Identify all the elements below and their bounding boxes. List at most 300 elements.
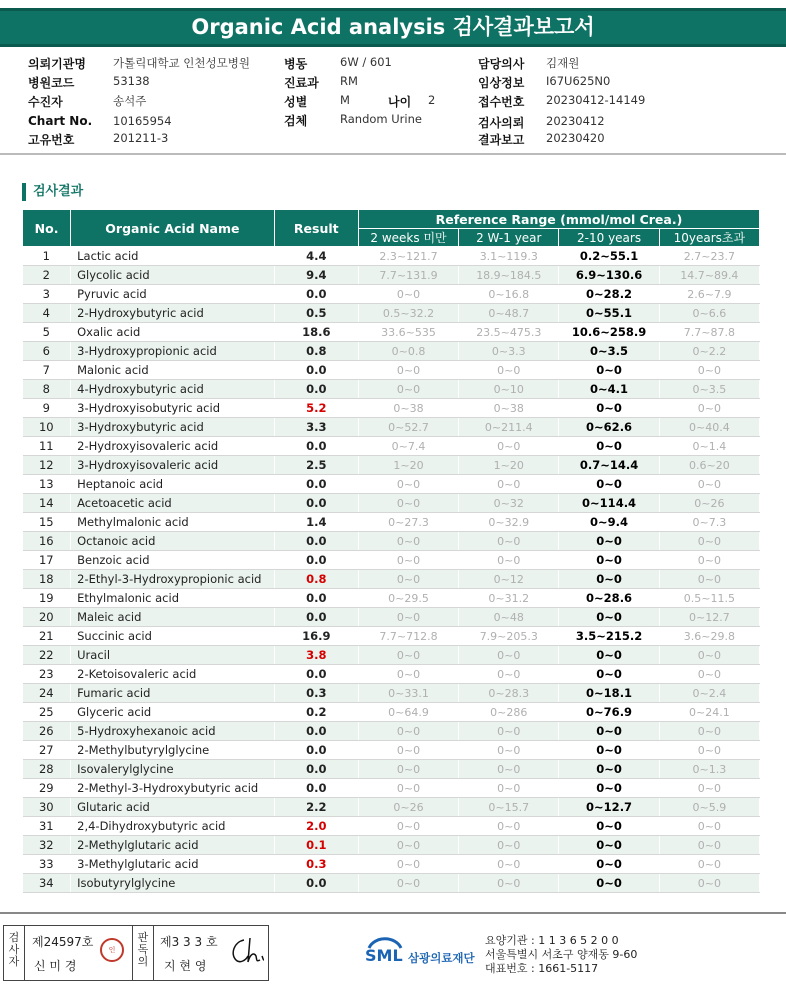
ref-range-over-10y: 0~0 <box>659 475 759 494</box>
table-row <box>23 285 760 304</box>
ref-range-2-10y: 0~4.1 <box>559 380 659 399</box>
result-value: 0.0 <box>274 608 358 627</box>
ref-range-under-2w: 0~33.1 <box>358 684 458 703</box>
ref-range-2-10y: 0~0 <box>559 817 659 836</box>
row-no: 6 <box>23 342 71 361</box>
row-no: 20 <box>23 608 71 627</box>
ref-range-2w-1y: 0~0 <box>459 741 559 760</box>
info-value: 김재원 <box>546 56 580 70</box>
table-row <box>23 665 760 684</box>
result-value: 0.3 <box>274 855 358 874</box>
info-label: 검사의뢰 <box>478 116 525 130</box>
table-row <box>23 304 760 323</box>
result-value: 0.0 <box>274 741 358 760</box>
row-no: 21 <box>23 627 71 646</box>
ref-range-over-10y: 0~3.5 <box>659 380 759 399</box>
ref-range-2-10y: 0.2~55.1 <box>559 247 659 266</box>
result-value: 0.0 <box>274 475 358 494</box>
table-row <box>23 684 760 703</box>
ref-range-2w-1y: 0~0 <box>459 551 559 570</box>
result-value: 2.2 <box>274 798 358 817</box>
logo-text: SML <box>365 946 403 965</box>
ref-range-under-2w: 0~0 <box>358 855 458 874</box>
row-no: 24 <box>23 684 71 703</box>
info-divider <box>0 153 786 155</box>
table-row <box>23 551 760 570</box>
acid-name: 2-Ketoisovaleric acid <box>71 665 275 684</box>
result-value: 0.2 <box>274 703 358 722</box>
ref-range-2w-1y: 0~38 <box>459 399 559 418</box>
info-value: 201211-3 <box>113 131 169 145</box>
table-row <box>23 817 760 836</box>
ref-range-under-2w: 0~27.3 <box>358 513 458 532</box>
ref-range-under-2w: 0~0 <box>358 380 458 399</box>
acid-name: 2-Hydroxybutyric acid <box>71 304 275 323</box>
vertical-label-text: 판독의 <box>137 931 149 968</box>
ref-range-over-10y: 0~0 <box>659 874 759 893</box>
row-no: 10 <box>23 418 71 437</box>
info-label: 담당의사 <box>478 57 525 71</box>
info-label: 진료과 <box>284 76 319 90</box>
ref-range-2w-1y: 7.9~205.3 <box>459 627 559 646</box>
table-row <box>23 532 760 551</box>
acid-name: Glutaric acid <box>71 798 275 817</box>
row-no: 5 <box>23 323 71 342</box>
info-value: 20230412-14149 <box>546 93 646 107</box>
acid-name: Octanoic acid <box>71 532 275 551</box>
ref-range-2-10y: 0~28.6 <box>559 589 659 608</box>
ref-range-over-10y: 0~0 <box>659 551 759 570</box>
result-value: 0.5 <box>274 304 358 323</box>
row-no: 27 <box>23 741 71 760</box>
ref-range-over-10y: 2.7~23.7 <box>659 247 759 266</box>
ref-range-under-2w: 0~0 <box>358 760 458 779</box>
result-value: 0.0 <box>274 760 358 779</box>
table-row <box>23 380 760 399</box>
table-row <box>23 418 760 437</box>
ref-range-2w-1y: 0~0 <box>459 532 559 551</box>
org-line: 대표번호 : 1661-5117 <box>485 962 599 975</box>
result-value: 0.0 <box>274 665 358 684</box>
acid-name: 2-Methylglutaric acid <box>71 836 275 855</box>
header-no: No. <box>23 210 71 247</box>
info-value: I67U625N0 <box>546 74 611 88</box>
ref-range-over-10y: 0~6.6 <box>659 304 759 323</box>
info-label: Chart No. <box>28 114 93 128</box>
ref-range-2-10y: 0~0 <box>559 836 659 855</box>
ref-range-over-10y: 0.6~20 <box>659 456 759 475</box>
row-no: 16 <box>23 532 71 551</box>
acid-name: 3-Methylglutaric acid <box>71 855 275 874</box>
ref-range-under-2w: 0~0 <box>358 646 458 665</box>
row-no: 25 <box>23 703 71 722</box>
acid-name: Isovalerylglycine <box>71 760 275 779</box>
row-no: 34 <box>23 874 71 893</box>
ref-range-2w-1y: 0~0 <box>459 874 559 893</box>
ref-range-2w-1y: 0~0 <box>459 779 559 798</box>
ref-range-over-10y: 0~0 <box>659 722 759 741</box>
acid-name: 2,4-Dihydroxybutyric acid <box>71 817 275 836</box>
row-no: 3 <box>23 285 71 304</box>
ref-range-2w-1y: 0~28.3 <box>459 684 559 703</box>
ref-range-2w-1y: 0~0 <box>459 722 559 741</box>
sign-divider <box>153 926 154 980</box>
result-value: 0.0 <box>274 361 358 380</box>
table-row <box>23 741 760 760</box>
table-row <box>23 494 760 513</box>
result-value: 2.0 <box>274 817 358 836</box>
acid-name: Uracil <box>71 646 275 665</box>
ref-range-under-2w: 7.7~712.8 <box>358 627 458 646</box>
row-no: 7 <box>23 361 71 380</box>
table-row <box>23 589 760 608</box>
row-no: 23 <box>23 665 71 684</box>
ref-range-2w-1y: 0~0 <box>459 646 559 665</box>
stamp-text: 인 <box>108 946 116 954</box>
ref-range-2-10y: 0.7~14.4 <box>559 456 659 475</box>
result-value: 9.4 <box>274 266 358 285</box>
ref-range-under-2w: 1~20 <box>358 456 458 475</box>
row-no: 17 <box>23 551 71 570</box>
ref-range-under-2w: 0~0.8 <box>358 342 458 361</box>
table-row <box>23 266 760 285</box>
sign-divider <box>24 926 25 980</box>
result-value: 0.0 <box>274 779 358 798</box>
ref-range-under-2w: 0~29.5 <box>358 589 458 608</box>
ref-range-under-2w: 0~0 <box>358 817 458 836</box>
ref-range-over-10y: 0~12.7 <box>659 608 759 627</box>
inspector-name: 신 미 경 <box>34 959 77 973</box>
row-no: 2 <box>23 266 71 285</box>
info-value: 20230412 <box>546 114 605 128</box>
ref-range-2w-1y: 0~0 <box>459 817 559 836</box>
acid-name: 2-Ethyl-3-Hydroxypropionic acid <box>71 570 275 589</box>
ref-range-2w-1y: 0~0 <box>459 855 559 874</box>
ref-range-over-10y: 0~2.4 <box>659 684 759 703</box>
info-label: 의뢰기관명 <box>28 57 86 71</box>
ref-range-2-10y: 0~0 <box>559 665 659 684</box>
row-no: 8 <box>23 380 71 399</box>
acid-name: 2-Methylbutyrylglycine <box>71 741 275 760</box>
ref-range-under-2w: 0~0 <box>358 836 458 855</box>
ref-range-2-10y: 6.9~130.6 <box>559 266 659 285</box>
acid-name: 2-Methyl-3-Hydroxybutyric acid <box>71 779 275 798</box>
result-value: 0.8 <box>274 570 358 589</box>
ref-range-under-2w: 0~0 <box>358 285 458 304</box>
acid-name: Succinic acid <box>71 627 275 646</box>
ref-range-over-10y: 14.7~89.4 <box>659 266 759 285</box>
acid-name: Fumaric acid <box>71 684 275 703</box>
header-name: Organic Acid Name <box>71 210 275 247</box>
header-range-4: 10years초과 <box>659 229 759 247</box>
header-reference: Reference Range (mmol/mol Crea.) <box>358 210 759 229</box>
ref-range-2w-1y: 3.1~119.3 <box>459 247 559 266</box>
ref-range-over-10y: 0~0 <box>659 361 759 380</box>
ref-range-2w-1y: 0~32 <box>459 494 559 513</box>
acid-name: Maleic acid <box>71 608 275 627</box>
ref-range-2w-1y: 0~0 <box>459 760 559 779</box>
table-row <box>23 722 760 741</box>
result-value: 5.2 <box>274 399 358 418</box>
ref-range-2-10y: 0~0 <box>559 722 659 741</box>
header-result: Result <box>274 210 358 247</box>
result-value: 0.8 <box>274 342 358 361</box>
ref-range-under-2w: 0~7.4 <box>358 437 458 456</box>
ref-range-under-2w: 33.6~535 <box>358 323 458 342</box>
row-no: 4 <box>23 304 71 323</box>
sign-divider <box>132 926 133 980</box>
ref-range-under-2w: 0~0 <box>358 665 458 684</box>
ref-range-under-2w: 0.5~32.2 <box>358 304 458 323</box>
info-label: 수진자 <box>28 95 63 109</box>
info-value: 10165954 <box>113 114 172 128</box>
ref-range-under-2w: 0~0 <box>358 741 458 760</box>
ref-range-over-10y: 0~0 <box>659 532 759 551</box>
table-row <box>23 627 760 646</box>
result-value: 1.4 <box>274 513 358 532</box>
ref-range-2w-1y: 0~48.7 <box>459 304 559 323</box>
ref-range-2-10y: 3.5~215.2 <box>559 627 659 646</box>
ref-range-over-10y: 0~0 <box>659 570 759 589</box>
table-row <box>23 323 760 342</box>
table-row <box>23 798 760 817</box>
ref-range-under-2w: 0~52.7 <box>358 418 458 437</box>
ref-range-under-2w: 0~0 <box>358 722 458 741</box>
row-no: 14 <box>23 494 71 513</box>
table-row <box>23 855 760 874</box>
acid-name: 3-Hydroxyisovaleric acid <box>71 456 275 475</box>
ref-range-under-2w: 0~0 <box>358 494 458 513</box>
result-value: 16.9 <box>274 627 358 646</box>
info-value: Random Urine <box>340 112 422 126</box>
ref-range-2w-1y: 18.9~184.5 <box>459 266 559 285</box>
acid-name: Lactic acid <box>71 247 275 266</box>
ref-range-under-2w: 0~0 <box>358 475 458 494</box>
info-label: 병원코드 <box>28 76 75 90</box>
ref-range-over-10y: 0~24.1 <box>659 703 759 722</box>
acid-name: Glyceric acid <box>71 703 275 722</box>
ref-range-2-10y: 0~0 <box>559 437 659 456</box>
ref-range-under-2w: 0~0 <box>358 532 458 551</box>
ref-range-2w-1y: 0~10 <box>459 380 559 399</box>
table-row <box>23 247 760 266</box>
ref-range-over-10y: 7.7~87.8 <box>659 323 759 342</box>
ref-range-2w-1y: 0~211.4 <box>459 418 559 437</box>
ref-range-2w-1y: 0~0 <box>459 361 559 380</box>
info-label: 임상정보 <box>478 76 525 90</box>
info-value: 2 <box>428 93 436 107</box>
acid-name: Oxalic acid <box>71 323 275 342</box>
table-row <box>23 513 760 532</box>
ref-range-2w-1y: 0~0 <box>459 665 559 684</box>
acid-name: 3-Hydroxypropionic acid <box>71 342 275 361</box>
result-value: 4.4 <box>274 247 358 266</box>
table-row <box>23 475 760 494</box>
info-value: 가톨릭대학교 인천성모병원 <box>113 56 250 70</box>
ref-range-under-2w: 0~38 <box>358 399 458 418</box>
vertical-label-text: 검사자 <box>8 931 20 968</box>
ref-range-2-10y: 0~3.5 <box>559 342 659 361</box>
footer-divider <box>0 912 786 914</box>
ref-range-over-10y: 0~5.9 <box>659 798 759 817</box>
info-value: 20230420 <box>546 131 605 145</box>
result-value: 0.3 <box>274 684 358 703</box>
reviewer-label <box>136 932 150 968</box>
result-value: 0.0 <box>274 722 358 741</box>
row-no: 26 <box>23 722 71 741</box>
ref-range-2w-1y: 0~0 <box>459 836 559 855</box>
result-value: 0.0 <box>274 874 358 893</box>
result-value: 0.0 <box>274 380 358 399</box>
ref-range-2w-1y: 0~48 <box>459 608 559 627</box>
reviewer-name: 지 현 영 <box>164 959 207 973</box>
table-row <box>23 836 760 855</box>
result-value: 3.8 <box>274 646 358 665</box>
ref-range-2w-1y: 0~3.3 <box>459 342 559 361</box>
ref-range-over-10y: 0~1.4 <box>659 437 759 456</box>
row-no: 33 <box>23 855 71 874</box>
acid-name: 4-Hydroxybutyric acid <box>71 380 275 399</box>
ref-range-over-10y: 0~0 <box>659 646 759 665</box>
info-value: M <box>340 93 350 107</box>
ref-range-over-10y: 0.5~11.5 <box>659 589 759 608</box>
acid-name: 3-Hydroxyisobutyric acid <box>71 399 275 418</box>
result-value: 0.0 <box>274 437 358 456</box>
ref-range-over-10y: 0~0 <box>659 817 759 836</box>
result-value: 0.0 <box>274 285 358 304</box>
info-label: 결과보고 <box>478 133 525 147</box>
ref-range-2-10y: 0~0 <box>559 570 659 589</box>
info-value: 송석주 <box>113 94 147 108</box>
info-label: 나이 <box>388 95 412 109</box>
org-line: 서울특별시 서초구 양재동 9-60 <box>485 948 638 961</box>
ref-range-2-10y: 0~62.6 <box>559 418 659 437</box>
result-value: 2.5 <box>274 456 358 475</box>
ref-range-under-2w: 0~64.9 <box>358 703 458 722</box>
row-no: 19 <box>23 589 71 608</box>
acid-name: 3-Hydroxybutyric acid <box>71 418 275 437</box>
org-line: 요양기관 : 1 1 3 6 5 2 0 0 <box>485 934 619 947</box>
result-value: 0.0 <box>274 589 358 608</box>
info-value: RM <box>340 74 358 88</box>
ref-range-2-10y: 0~18.1 <box>559 684 659 703</box>
ref-range-2-10y: 0~76.9 <box>559 703 659 722</box>
signature-box <box>3 925 269 981</box>
ref-range-2w-1y: 0~286 <box>459 703 559 722</box>
ref-range-2-10y: 0~0 <box>559 551 659 570</box>
ref-range-2w-1y: 0~32.9 <box>459 513 559 532</box>
acid-name: Acetoacetic acid <box>71 494 275 513</box>
row-no: 30 <box>23 798 71 817</box>
header-range-2: 2 W-1 year <box>459 229 559 247</box>
logo-org-name: 삼광의료재단 <box>408 951 475 965</box>
ref-range-under-2w: 0~0 <box>358 608 458 627</box>
acid-name: Pyruvic acid <box>71 285 275 304</box>
ref-range-over-10y: 0~0 <box>659 399 759 418</box>
ref-range-under-2w: 2.3~121.7 <box>358 247 458 266</box>
acid-name: Malonic acid <box>71 361 275 380</box>
ref-range-over-10y: 0~1.3 <box>659 760 759 779</box>
info-label: 성별 <box>284 95 308 109</box>
result-value: 0.0 <box>274 494 358 513</box>
row-no: 31 <box>23 817 71 836</box>
ref-range-2-10y: 0~55.1 <box>559 304 659 323</box>
acid-name: Isobutyrylglycine <box>71 874 275 893</box>
ref-range-2-10y: 0~0 <box>559 874 659 893</box>
row-no: 15 <box>23 513 71 532</box>
row-no: 13 <box>23 475 71 494</box>
ref-range-2-10y: 0~0 <box>559 760 659 779</box>
reviewer-number: 제3 3 3 호 <box>160 935 218 949</box>
ref-range-2-10y: 0~0 <box>559 646 659 665</box>
ref-range-2-10y: 0~0 <box>559 475 659 494</box>
ref-range-under-2w: 0~26 <box>358 798 458 817</box>
info-label: 검체 <box>284 114 308 128</box>
acid-name: 5-Hydroxyhexanoic acid <box>71 722 275 741</box>
row-no: 28 <box>23 760 71 779</box>
ref-range-2-10y: 10.6~258.9 <box>559 323 659 342</box>
ref-range-over-10y: 3.6~29.8 <box>659 627 759 646</box>
ref-range-2-10y: 0~0 <box>559 741 659 760</box>
table-row <box>23 703 760 722</box>
row-no: 22 <box>23 646 71 665</box>
ref-range-under-2w: 0~0 <box>358 570 458 589</box>
table-row <box>23 646 760 665</box>
ref-range-2-10y: 0~0 <box>559 608 659 627</box>
row-no: 18 <box>23 570 71 589</box>
table-row <box>23 570 760 589</box>
ref-range-over-10y: 0~2.2 <box>659 342 759 361</box>
row-no: 32 <box>23 836 71 855</box>
ref-range-2w-1y: 0~16.8 <box>459 285 559 304</box>
result-value: 0.0 <box>274 551 358 570</box>
table-row <box>23 399 760 418</box>
ref-range-over-10y: 0~0 <box>659 836 759 855</box>
table-row <box>23 760 760 779</box>
result-value: 0.0 <box>274 532 358 551</box>
table-row <box>23 437 760 456</box>
inspector-number: 제24597호 <box>32 935 94 949</box>
header-range-1: 2 weeks 미만 <box>358 229 458 247</box>
table-row <box>23 361 760 380</box>
inspector-stamp <box>100 938 124 962</box>
ref-range-2-10y: 0~0 <box>559 779 659 798</box>
info-label: 고유번호 <box>28 133 75 147</box>
patient-info <box>0 55 786 150</box>
ref-range-2-10y: 0~28.2 <box>559 285 659 304</box>
org-info <box>485 934 637 976</box>
info-label: 병동 <box>284 57 308 71</box>
ref-range-over-10y: 0~26 <box>659 494 759 513</box>
table-row <box>23 874 760 893</box>
table-row <box>23 456 760 475</box>
ref-range-2-10y: 0~114.4 <box>559 494 659 513</box>
result-value: 0.1 <box>274 836 358 855</box>
info-value: 6W / 601 <box>340 55 392 69</box>
ref-range-2w-1y: 0~12 <box>459 570 559 589</box>
ref-range-2-10y: 0~0 <box>559 532 659 551</box>
ref-range-2-10y: 0~12.7 <box>559 798 659 817</box>
row-no: 1 <box>23 247 71 266</box>
ref-range-under-2w: 7.7~131.9 <box>358 266 458 285</box>
table-row <box>23 342 760 361</box>
info-label: 접수번호 <box>478 95 525 109</box>
result-value: 3.3 <box>274 418 358 437</box>
ref-range-2-10y: 0~9.4 <box>559 513 659 532</box>
report-title: Organic Acid analysis 검사결과보고서 <box>0 8 786 47</box>
row-no: 9 <box>23 399 71 418</box>
ref-range-over-10y: 2.6~7.9 <box>659 285 759 304</box>
